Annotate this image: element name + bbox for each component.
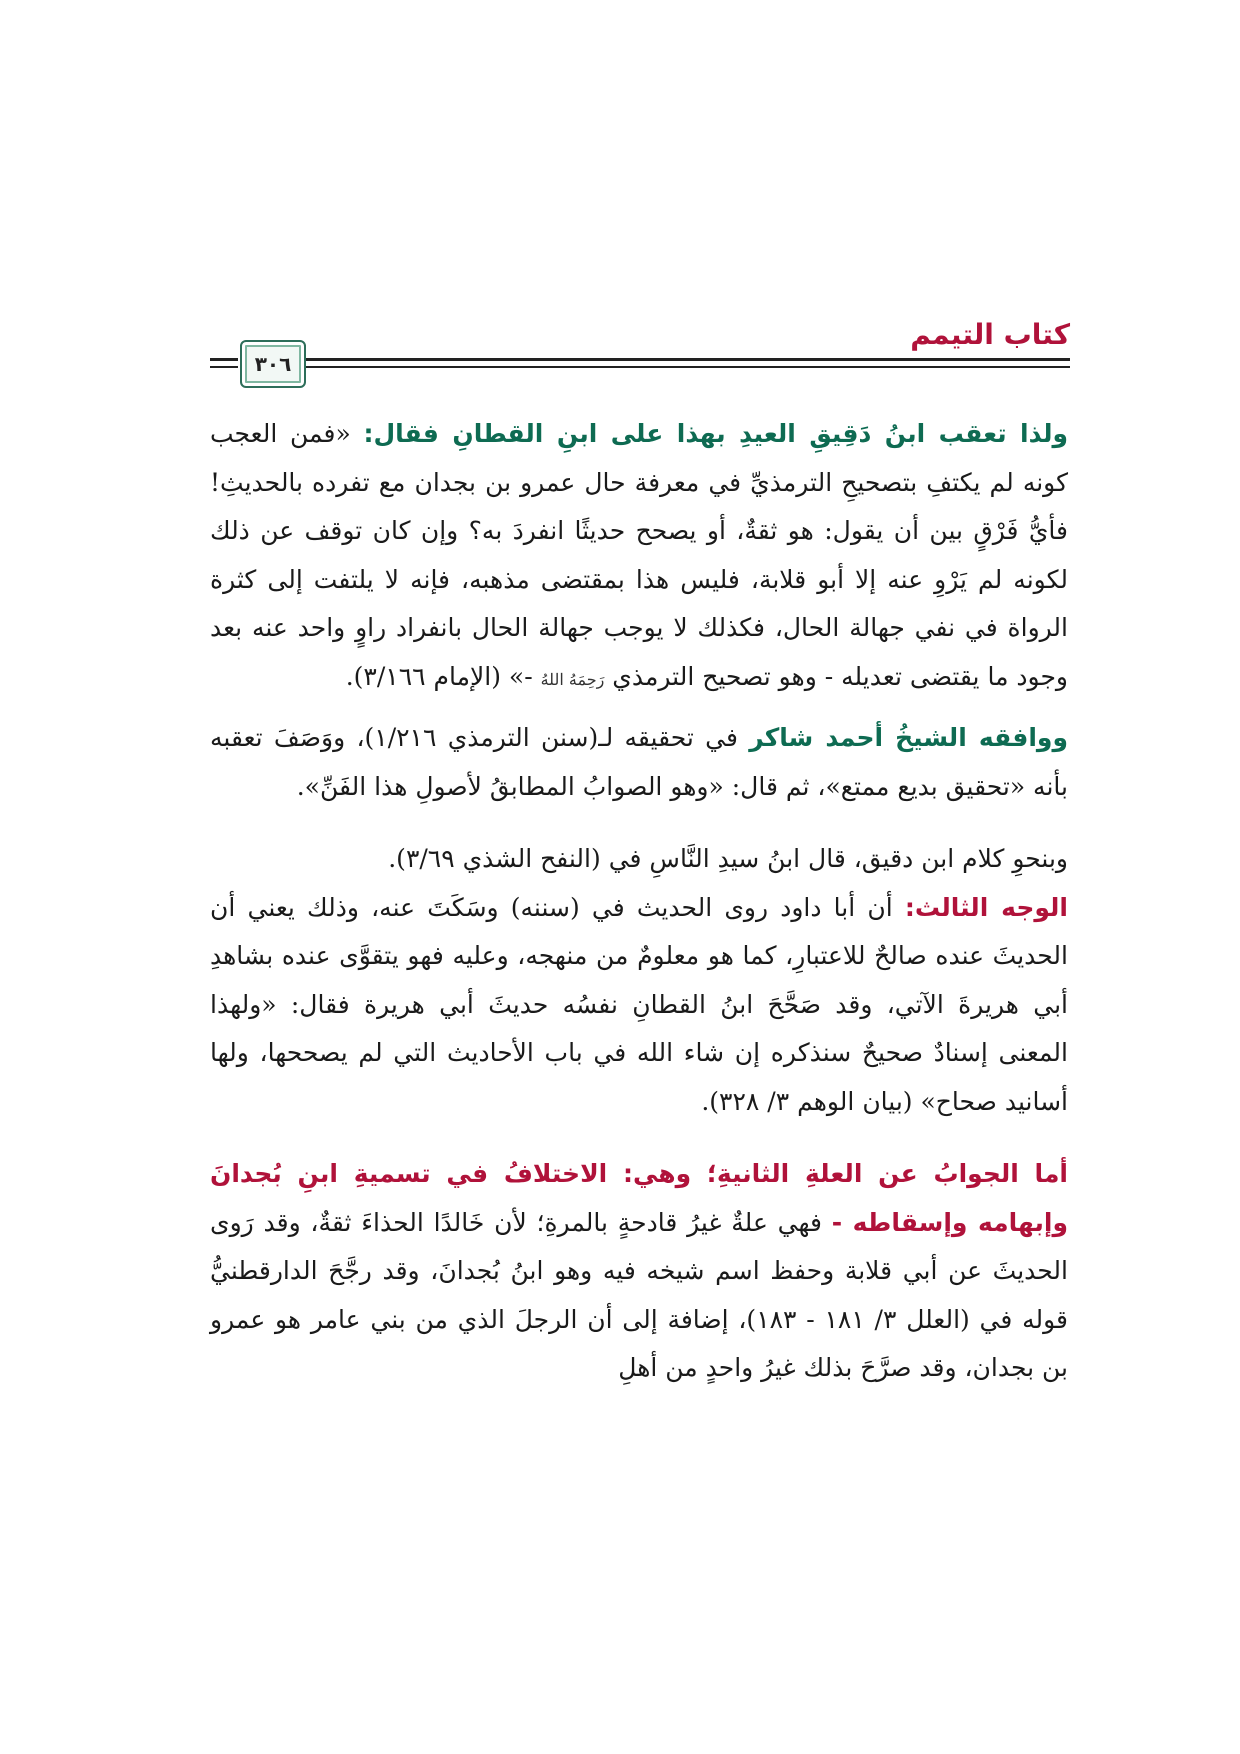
paragraph-1-text: «فمن العجب كونه لم يكتفِ بتصحيحِ الترمذيِّ في معرفة حال عمرو بن بجدان مع تفرده بالحديثِ! فأيُّ فَرْقٍ بين أن يقول: هو ثقةٌ، أو يصحح حديثًا انفردَ به؟ وإن كان توقف عن ذلك لكونه لم يَرْوِ عنه إلا أبو قلابة، فليس هذا بمقتضى مذهبه، فإنه لا يلتفت إلى كثرة الرواة في نفي جهالة الحال، فكذلك لا يوجب جهالة الحال بانفراد راوٍ واحد عنه بعد وجود ما يقتضى تعديله - وهو تصحيح الترمذي: [210, 419, 1068, 691]
paragraph-5: [210, 1150, 1068, 1393]
paragraph-4-text: أن أبا داود روى الحديث في (سننه) وسَكَتَ عنه، وذلك يعني أن الحديثَ عنده صالحٌ للاعتبارِ، كما هو معلومٌ من منهجه، وعليه فهو يتقوَّى عنده بشاهدِ أبي هريرةَ الآتي، وقد صَحَّحَ ابنُ القطانِ نفسُه حديثَ أبي هريرة فقال: «ولهذا المعنى إسنادٌ صحيحٌ سنذكره إن شاء الله في باب الأحاديث التي لم يصححها، ولها أسانيد صحاح» (بيان الوهم ٣/ ٣٢٨).: [210, 892, 1068, 1116]
book-title: كتاب التيمم: [910, 318, 1070, 351]
paragraph-1-lead: ولذا تعقب ابنُ دَقِيقِ العيدِ بهذا على ابنِ القطانِ فقال:: [363, 419, 1068, 448]
paragraph-1: [210, 410, 1068, 704]
paragraph-2-text: في تحقيقه لـ(سنن الترمذي ١/٢١٦)، ووَصَفَ تعقبه بأنه «تحقيق بديع ممتع»، ثم قال: «وهو الصوابُ المطابقُ لأصولِ هذا الفَنِّ».: [210, 723, 1068, 801]
paragraph-4: [210, 884, 1068, 1127]
honorific-mark: رَحِمَهُ اللهُ: [540, 669, 605, 689]
header-rule-bottom: [305, 366, 1070, 368]
paragraph-4-lead: الوجه الثالث:: [904, 892, 1068, 922]
paragraph-1-tail: -» (الإمام ٣/١٦٦).: [345, 661, 541, 691]
page-body: [210, 410, 1068, 1393]
header-rule-left-bottom: [210, 366, 238, 368]
paragraph-5-lead: أما الجوابُ عن العلةِ الثانيةِ؛ وهي: الاختلافُ في تسميةِ ابنِ بُجدانَ وإبهامه وإسقاطه -: [210, 1159, 1068, 1237]
paragraph-2-lead: ووافقه الشيخُ أحمد شاكر: [749, 723, 1068, 752]
header-rule-top: [305, 358, 1070, 361]
paragraph-2: [210, 714, 1068, 811]
page-number-badge: [240, 340, 306, 388]
paragraph-3: [210, 835, 1068, 884]
paragraph-3-text: وبنحوِ كلام ابن دقيق، قال ابنُ سيدِ النَّاسِ في (النفح الشذي ٣/٦٩).: [388, 844, 1068, 873]
header-rule-left-top: [210, 358, 238, 361]
page-number: ٣٠٦: [254, 352, 292, 376]
paragraph-5-text: فهي علةٌ غيرُ قادحةٍ بالمرةِ؛ لأن خَالدًا الحذاءَ ثقةٌ، وقد رَوى الحديثَ عن أبي قلابة وحفظ اسم شيخه فيه وهو ابنُ بُجدانَ، وقد رجَّحَ الدارقطنيُّ قوله في (العلل ٣/ ١٨١ - ١٨٣)، إضافة إلى أن الرجلَ الذي من بني عامر هو عمرو بن بجدان، وقد صرَّحَ بذلك غيرُ واحدٍ من أهلِ: [210, 1207, 1068, 1382]
page-header: [210, 318, 1070, 388]
